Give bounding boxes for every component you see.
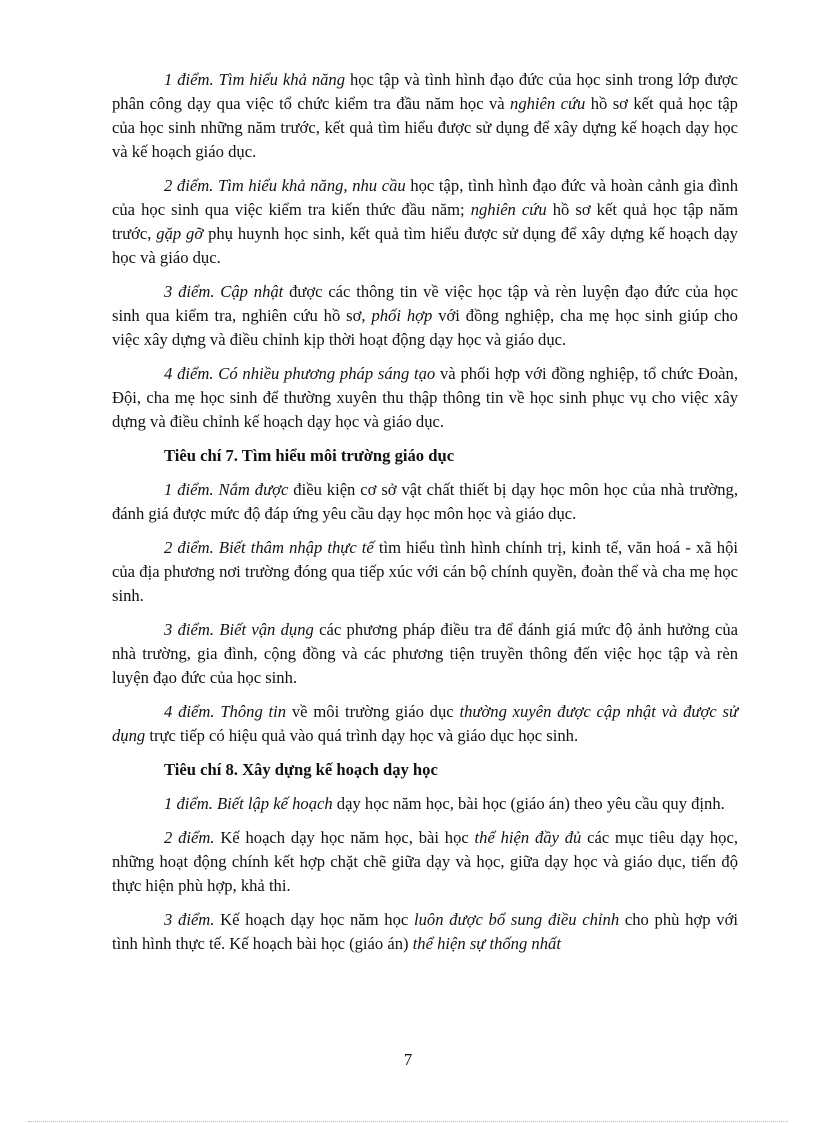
- body-text: Tiêu chí 8. Xây dựng kế hoạch dạy học: [164, 760, 438, 779]
- body-text: về môi trường giáo dục: [286, 702, 460, 721]
- emphasis-text: 1 điểm. Biết lập kế hoạch: [164, 794, 333, 813]
- paragraph: [112, 826, 738, 898]
- body-text: điều kiện cơ sở vật chất thiết bị dạy học môn học của nhà trường, đánh giá được mức độ đáp ứng yêu cầu dạy học môn học và giáo dục.: [112, 480, 738, 523]
- emphasis-text: 4 điểm. Thông tin: [164, 702, 287, 721]
- body-text: Tiêu chí 7. Tìm hiểu môi trường giáo dục: [164, 446, 455, 465]
- section-heading: [112, 758, 738, 782]
- emphasis-text: 2 điểm.: [164, 828, 215, 847]
- body-text: được các thông tin về việc học tập và rèn luyện đạo đức của học sinh qua kiểm tra, nghiên cứu hồ sơ,: [112, 282, 739, 325]
- emphasis-text: nghiên cứu: [510, 94, 586, 113]
- paragraph: [112, 174, 738, 270]
- body-text: tìm hiểu tình hình chính trị, kinh tế, văn hoá - xã hội của địa phương nơi trường đóng qua tiếp xúc với cán bộ chính quyền, đoàn thể và cha mẹ học sinh.: [112, 538, 738, 605]
- body-text: hồ sơ kết quả học tập năm trước,: [112, 200, 738, 243]
- emphasis-text: 2 điểm. Tìm hiểu khả năng, nhu cầu: [164, 176, 406, 195]
- paragraph: [112, 618, 738, 690]
- emphasis-text: 4 điểm. Có nhiều phương pháp sáng tạo: [164, 364, 436, 383]
- body-text: và phối hợp với đồng nghiệp, tổ chức Đoàn, Đội, cha mẹ học sinh để thường xuyên thu thập thông tin về học sinh phục vụ cho việc xây dựng và điều chỉnh kế hoạch dạy học và giáo dục.: [112, 364, 738, 431]
- paragraph: [112, 68, 738, 164]
- paragraph: [112, 280, 738, 352]
- paragraph: [112, 536, 738, 608]
- body-text: học tập và tình hình đạo đức của học sinh trong lớp được phân công dạy qua việc tổ chức kiểm tra đầu năm học và: [112, 70, 739, 113]
- paragraph: [112, 908, 738, 956]
- body-text: học tập, tình hình đạo đức và hoàn cảnh gia đình của học sinh qua việc kiểm tra kiến thức đầu năm;: [112, 176, 738, 219]
- emphasis-text: 3 điểm. Biết vận dụng: [164, 620, 314, 639]
- emphasis-text: thường xuyên được cập nhật và được sử dụng: [112, 702, 738, 745]
- paragraph: [112, 478, 738, 526]
- body-text: các mục tiêu dạy học, những hoạt động chính kết hợp chặt chẽ giữa dạy và học, giữa dạy học và giáo dục, tiến độ thực hiện phù hợp, khả thi.: [112, 828, 738, 895]
- body-text: các phương pháp điều tra để đánh giá mức độ ảnh hưởng của nhà trường, gia đình, cộng đồng và các phương tiện truyền thông đến việc học tập và rèn luyện đạo đức của học sinh.: [112, 620, 738, 687]
- body-text: với đồng nghiệp, cha mẹ học sinh giúp cho việc xây dựng và điều chỉnh kịp thời hoạt động dạy học và giáo dục.: [112, 306, 738, 349]
- emphasis-text: phối hợp: [371, 306, 433, 325]
- emphasis-text: 1 điểm. Tìm hiểu khả năng: [164, 70, 346, 89]
- body-text: trực tiếp có hiệu quả vào quá trình dạy học và giáo dục học sinh.: [145, 726, 579, 745]
- emphasis-text: thể hiện đầy đủ: [474, 828, 582, 847]
- paragraph: [112, 792, 738, 816]
- emphasis-text: 2 điểm. Biết thâm nhập thực tế: [164, 538, 374, 557]
- emphasis-text: luôn được bổ sung điều chỉnh: [414, 910, 620, 929]
- emphasis-text: 3 điểm.: [164, 910, 215, 929]
- body-text: phụ huynh học sinh, kết quả tìm hiểu được sử dụng để xây dựng kế hoạch dạy học và giáo dục.: [112, 224, 738, 267]
- body-text: cho phù hợp với tình hình thực tế. Kế hoạch bài học (giáo án): [112, 910, 738, 953]
- body-text: hồ sơ kết quả học tập của học sinh những năm trước, kết quả tìm hiểu được sử dụng để xây dựng kế hoạch dạy học và kế hoạch giáo dục.: [112, 94, 738, 161]
- emphasis-text: gặp gỡ: [156, 224, 204, 243]
- document-body: [112, 68, 738, 966]
- body-text: Kế hoạch dạy học năm học: [214, 910, 414, 929]
- emphasis-text: thể hiện sự thống nhất: [412, 934, 561, 953]
- emphasis-text: 1 điểm. Nắm được: [164, 480, 289, 499]
- emphasis-text: nghiên cứu: [470, 200, 547, 219]
- emphasis-text: 3 điểm. Cập nhật: [164, 282, 284, 301]
- paragraph: [112, 362, 738, 434]
- page-bottom-divider: [28, 1121, 788, 1122]
- body-text: Kế hoạch dạy học năm học, bài học: [214, 828, 475, 847]
- section-heading: [112, 444, 738, 468]
- page-number: 7: [403, 1050, 413, 1069]
- paragraph: [112, 700, 738, 748]
- body-text: dạy học năm học, bài học (giáo án) theo yêu cầu quy định.: [332, 794, 725, 813]
